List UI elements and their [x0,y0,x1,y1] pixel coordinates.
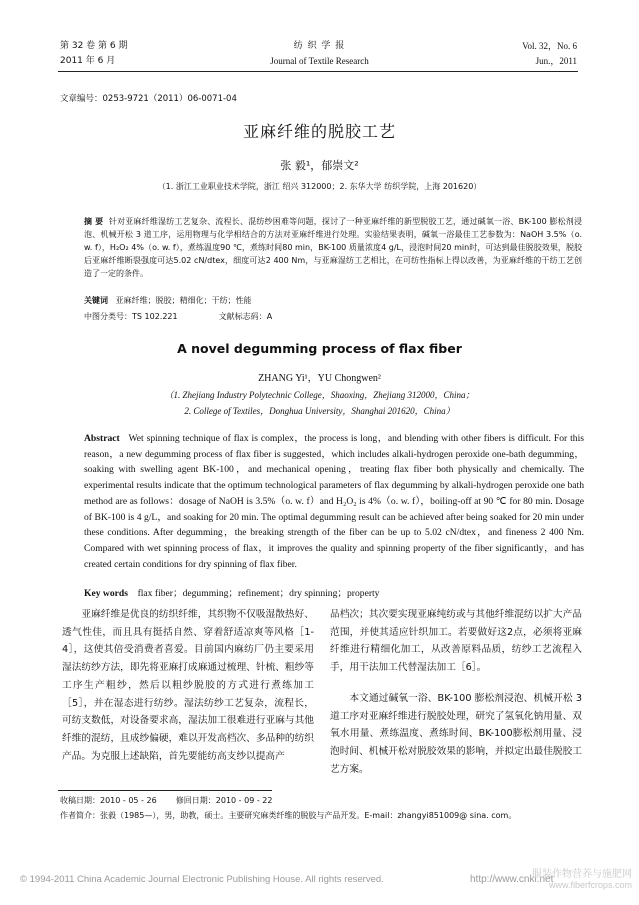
copyright-watermark: © 1994-2011 China Academic Journal Electronic Publishing House. All rights reserved. [20,874,384,885]
title-cn: 亚麻纤维的脱胶工艺 [242,122,396,141]
clc-label: 中图分类号： [84,312,132,321]
volume-cn: 第 32 卷 第 6 期 [60,41,128,51]
abstract-cn-text: 针对亚麻纤维湿纺工艺复杂、流程长、混纺纱困难等问题，探讨了一种亚麻纤维的新型脱胶工艺，通过碱氧一浴、BK-100 膨松剂浸泡、机械开松 3 道工序，运用物理与化学相结合的方法对亚麻纤维进行处理。实验结果表明，碱氧一浴最佳工艺参数为：NaOH 3.5%（o. w. f），H₂O₂ 4%（o. w. f），煮练温度90 ℃，煮练时间80 min，BK-100 质量浓度4 g/L，浸泡时间20 min时，可达到最佳脱胶效果，脱胶后亚麻纤维断裂强度可达5.02 cN/dtex，细度可达2 400 Nm，与亚麻湿纺工艺相比，在可纺性指标上得以改善，为亚麻纤维的干纺工艺创造了一定的条件。 [84,217,582,278]
received-label: 收稿日期： [60,796,100,805]
date-cn: 2011 年 6 月 [60,56,116,66]
title-en: A novel degumming process of flax fiber [177,341,462,356]
clc-value: TS 102.221 [132,312,178,321]
site-logo-text: 服装作物营养与施肥网 [532,869,632,880]
dates-footnote [60,795,272,806]
abstract-en-label: Abstract [84,433,120,444]
keywords-en [84,585,379,599]
body-right-para-1: 品档次；其次要实现亚麻纯纺或与其他纤维混纺以扩大产品范围，并使其适应针织加工。若要做好这2点，必须将亚麻纤维进行精细化加工，从改善原料品质，纺纱工艺流程入手，用干法加工代替湿法加工［6］。 [330,609,582,674]
abstract-en-text: Wet spinning technique of flax is complex，the process is long，and blending with other fibers is difficult. For this reason，a new degumming process of flax fiber is suggested，which includes alkali-hydrogen peroxide one-bath degumming，soaking with swelling agent BK-100，and mechanical opening，treating flax fiber both physically and chemically. The experimental results indicate that the optimum technological parameters of flax degumming by alkali-hydrogen peroxide one bath method are as follows：dosage of NaOH is 3.5%（o. w. f）and H₂O₂ is 4%（o. w. f），boiling-off at 90 ℃ for 80 min. Dosage of BK-100 is 4 g/L，and soaking for 20 min. The optimal degumming result can be achieved after being soaked for 20 min under these conditions. After degumming，the breaking strength of the fiber can be up to 5.02 cN/dtex，and fineness 2 400 Nm. Compared with wet spinning process of flax，it improves the quality and spinning property of the fiber significantly，and has created certain conditions for dry spinning of flax fiber. [84,433,584,570]
authors-en: ZHANG Yi¹，YU Chongwen² [258,373,381,384]
abstract-cn [84,215,582,280]
affiliation-en-1: （1. Zhejiang Industry Polytechnic College，Shaoxing，Zhejiang 312000，China； [164,390,475,400]
cnki-url: http://www.cnki.net [470,874,554,885]
date-en: Jun.，2011 [535,56,577,66]
journal-name-cn: 纺 织 学 报 [293,41,346,51]
affiliation-cn: （1. 浙江工业职业技术学院，浙江 绍兴 312000；2. 东华大学 纺织学院，上海 201620） [157,182,482,191]
authors-cn: 张 毅¹，郁崇文² [280,159,359,172]
keywords-en-label: Key words [84,588,128,599]
body-left-column: 亚麻纤维是优良的纺织纤维，其织物不仅吸湿散热好、透气性佳，而且具有挺括自然、穿着舒适凉爽等风格［1-4］，这使其倍受消费者喜爱。目前国内麻纺厂仍主要采用湿法纺纱方法，即先将亚麻打成麻通过梳理、针梳、粗纱等工序生产粗纱，然后以粗纱脱胶的方式进行煮练加工［5］，并在湿态进行纺纱。湿法纺纱工艺复杂，流程长，可纺支数低，对设备要求高，湿法加工很难进行亚麻与其他纤维的混纺，且成纱偏硬，难以开发高档次、多品种的纺织产品。为克服上述缺陷，首先要能纺高支纱以提高产 [62,609,314,762]
revised-date: 2010 - 09 - 22 [215,796,273,805]
revised-label: 修回日期： [175,796,216,805]
header-rule [58,71,578,72]
abstract-cn-label: 摘 要 [84,217,104,226]
keywords-cn-label: 关键词 [84,296,108,305]
keywords-en-text: flax fiber；degumming；refinement；dry spinning；property [137,588,380,599]
body-right-para-2: 本文通过碱氧一浴、BK-100 膨松剂浸泡、机械开松 3 道工序对亚麻纤维进行脱胶处理，研究了氢氧化钠用量、双氧水用量、煮练温度、煮练时间、BK-100膨松剂用量、浸泡时间、机械开松对脱胶效果的影响，并拟定出最佳脱胶工艺方案。 [330,693,582,775]
author-bio: 作者简介：张毅（1985—），男，助教，硕士。主要研究麻类纤维的脱胶与产品开发。E-mail：zhangyi851009@ sina. com。 [60,811,517,820]
doc-code-label: 文献标志码： [218,312,267,321]
affiliation-en-2: 2. College of Textiles，Donghua University，Shanghai 201620，China） [184,406,455,416]
abstract-en [84,431,584,572]
article-number: 文章编号：0253-9721（2011）06-0071-04 [60,94,237,104]
journal-name-en: Journal of Textile Research [270,56,369,66]
site-logo-url: www.fiberfcrops.com [548,880,632,890]
keywords-cn-text: 亚麻纤维；脱胶；精细化；干纺；性能 [115,296,252,305]
keywords-cn [84,294,252,307]
volume-en: Vol. 32，No. 6 [522,41,577,51]
classification [84,310,272,323]
footnote-rule [58,790,272,791]
doc-code-value: A [266,312,273,321]
received-date: 2010 - 05 - 26 [100,796,157,805]
